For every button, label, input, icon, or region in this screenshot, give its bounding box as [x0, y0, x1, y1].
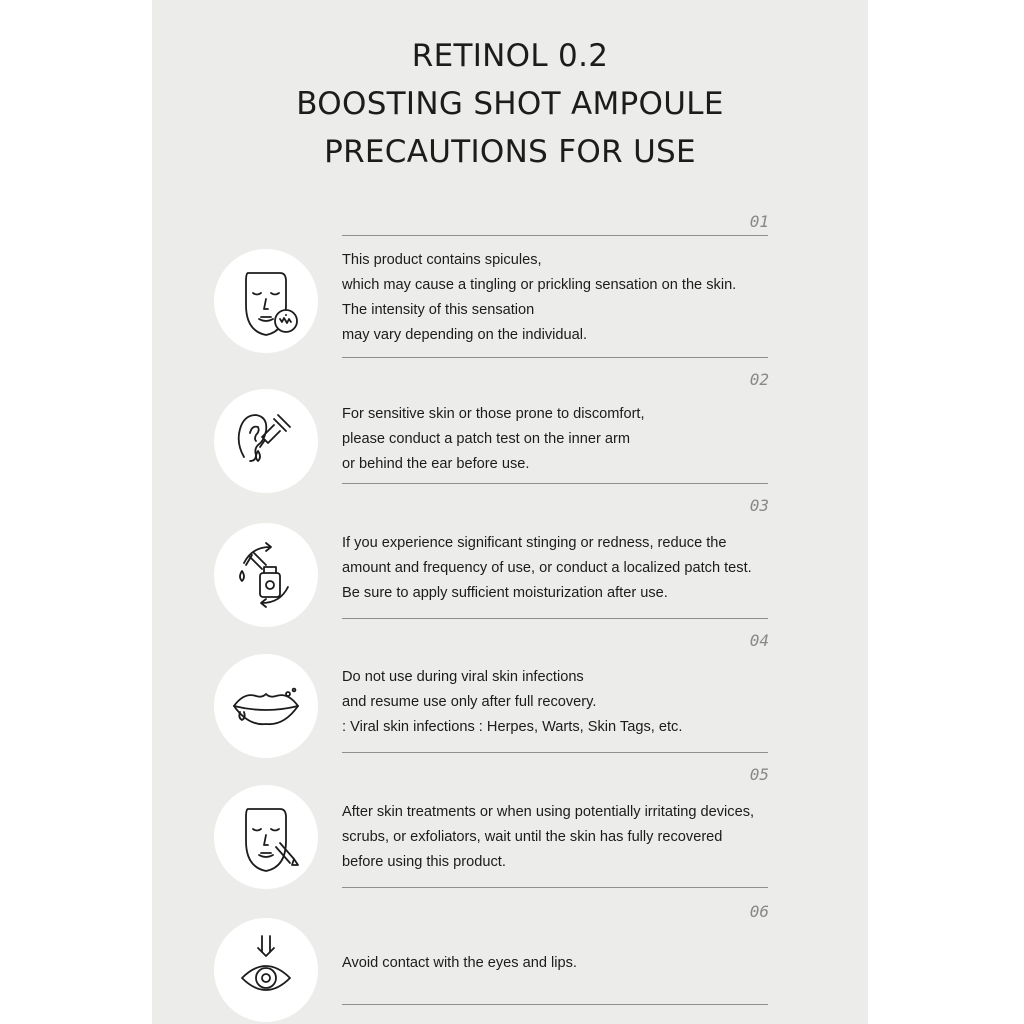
- section-number: 05: [749, 765, 769, 784]
- section-text: [342, 800, 782, 875]
- text-line: may vary depending on the individual.: [342, 327, 588, 343]
- section-bottom-divider: [342, 483, 768, 484]
- text-line: : Viral skin infections : Herpes, Warts, Skin Tags, etc.: [342, 719, 683, 735]
- ear-dropper-icon: [214, 389, 318, 493]
- section-number: 02: [749, 370, 769, 389]
- section-number: 06: [749, 902, 769, 921]
- text-line: This product contains spicules,: [342, 252, 542, 268]
- section-text: [342, 248, 782, 348]
- title-line-2: BOOSTING SHOT AMPOULE: [296, 86, 724, 122]
- text-line: scrubs, or exfoliators, wait until the skin has fully recovered: [342, 829, 723, 845]
- section-text: [342, 665, 782, 740]
- text-line: which may cause a tingling or prickling sensation on the skin.: [342, 277, 737, 293]
- section-number: 01: [749, 212, 769, 231]
- eye-arrow-icon: [214, 918, 318, 1022]
- section-bottom-divider: [342, 618, 768, 619]
- text-line: For sensitive skin or those prone to discomfort,: [342, 406, 645, 422]
- section-text: [342, 531, 782, 606]
- section-bottom-divider: [342, 887, 768, 888]
- text-line: amount and frequency of use, or conduct a localized patch test.: [342, 560, 752, 576]
- text-line: before using this product.: [342, 854, 506, 870]
- text-line: Avoid contact with the eyes and lips.: [342, 955, 577, 971]
- title-line-3: PRECAUTIONS FOR USE: [324, 134, 696, 170]
- title-line-1: RETINOL 0.2: [411, 38, 609, 74]
- text-line: Be sure to apply sufficient moisturization after use.: [342, 585, 668, 601]
- section-text: [342, 402, 782, 477]
- section-bottom-divider: [342, 752, 768, 753]
- text-line: If you experience significant stinging or redness, reduce the: [342, 535, 727, 551]
- section-number: 04: [749, 631, 769, 650]
- dropper-bottle-cycle-icon: [214, 523, 318, 627]
- section-text: [342, 951, 782, 976]
- text-line: The intensity of this sensation: [342, 302, 535, 318]
- text-line: or behind the ear before use.: [342, 456, 530, 472]
- face-tingling-icon: [214, 249, 318, 353]
- page-title: [152, 32, 868, 176]
- lips-icon: [214, 654, 318, 758]
- precautions-panel: [152, 0, 868, 1024]
- section-number: 03: [749, 496, 769, 515]
- section-bottom-divider: [342, 1004, 768, 1005]
- text-line: please conduct a patch test on the inner arm: [342, 431, 630, 447]
- text-line: Do not use during viral skin infections: [342, 669, 584, 685]
- section-bottom-divider: [342, 357, 768, 358]
- text-line: After skin treatments or when using potentially irritating devices,: [342, 804, 755, 820]
- face-treatment-icon: [214, 785, 318, 889]
- section-top-divider: [342, 235, 768, 236]
- text-line: and resume use only after full recovery.: [342, 694, 597, 710]
